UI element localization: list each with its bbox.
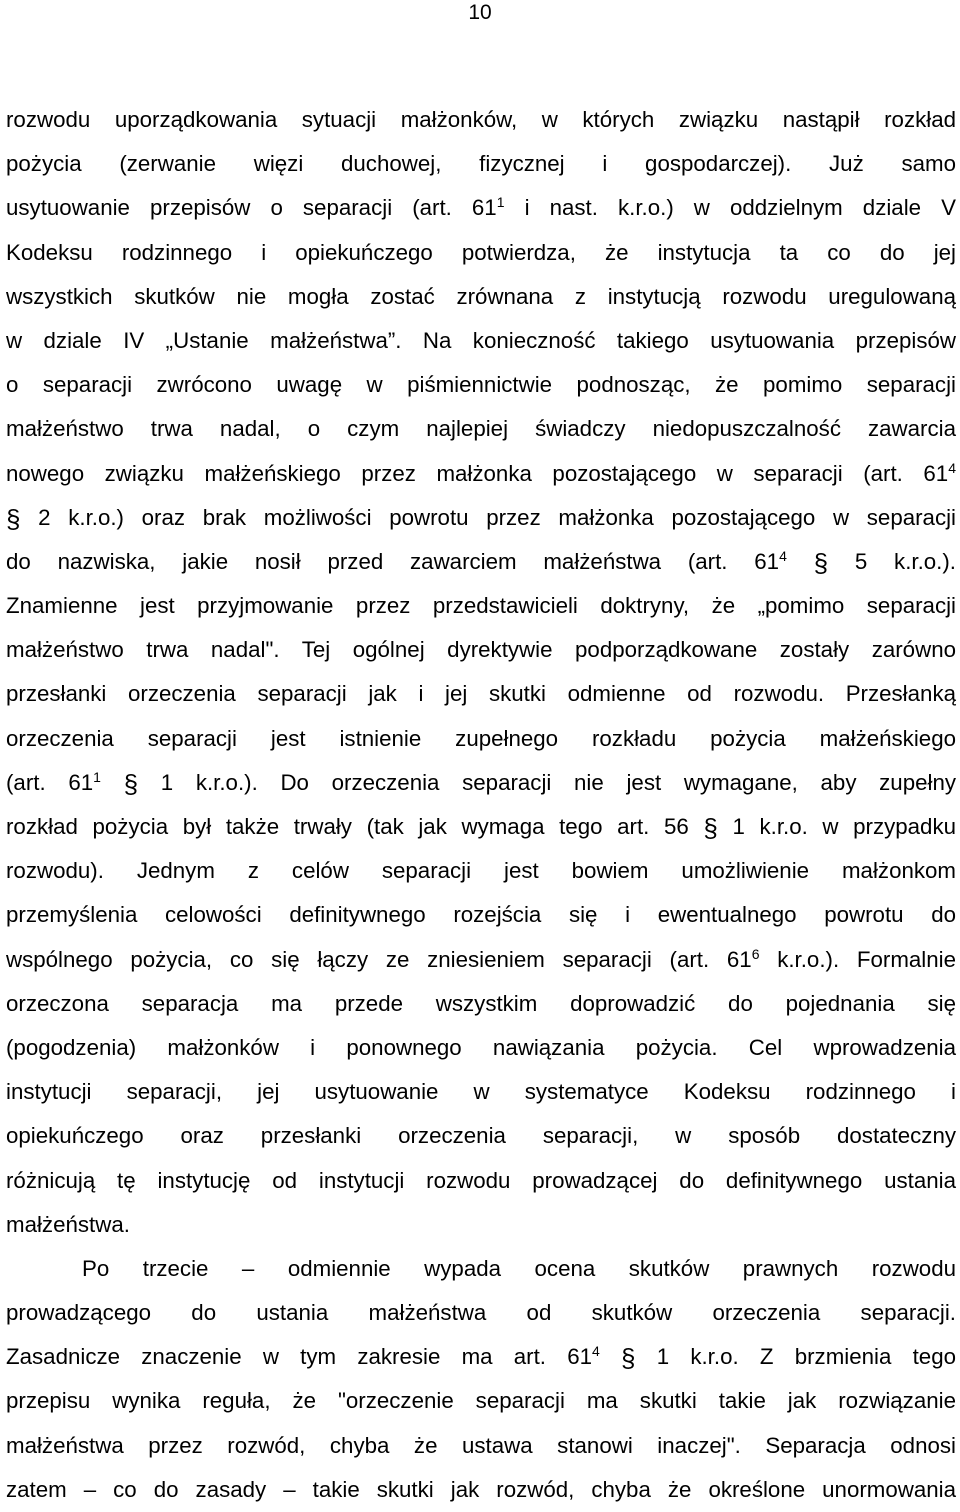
text-line: prowadzącego do ustania małżeństwa od skutków orzeczenia separacji. — [6, 1300, 956, 1326]
text-line: do nazwiska, jakie nosił przed zawarciem małżeństwa (art. $61^4$ § 5 k.r.o.). — [6, 547, 956, 578]
text-line: (art. $61^1$ § 1 k.r.o.). Do orzeczenia separacji nie jest wymagane, aby zupełny — [6, 768, 957, 799]
text-line: § 2 k.r.o.) oraz brak możliwości powrotu przez małżonka pozostającego w separacji — [6, 503, 956, 534]
text-line: pożycia (zerwanie więzi duchowej, fizycznej i gospodarczej). Już samo — [6, 151, 956, 177]
text-line: (pogodzenia) małżonków i ponownego nawiązania pożycia. Cel wprowadzenia — [6, 1034, 956, 1060]
text-line: rozwodu). Jednym z celów separacji jest bowiem umożliwienie małżonkom — [6, 858, 956, 884]
text-line: o separacji zwrócono uwagę w piśmiennictwie podnosząc, że pomimo separacji — [6, 372, 956, 398]
text-line: rozwodu uporządkowania sytuacji małżonków, w których związku nastąpił rozkład — [6, 107, 956, 132]
text-line: orzeczona separacja ma przede wszystkim doprowadzić do pojednania się — [6, 990, 956, 1016]
page-number: 10 — [468, 1, 492, 24]
section-sign: § — [6, 503, 21, 534]
section-sign: § — [123, 768, 139, 799]
text-line: instytucji separacji, jej usytuowanie w systematyce Kodeksu rodzinnego i — [6, 1079, 956, 1105]
text-line: przemyślenia celowości definitywnego rozejścia się i ewentualnego powrotu do — [6, 902, 956, 928]
text-line: Kodeksu rodzinnego i opiekuńczego potwierdza, że instytucja ta co do jej — [6, 239, 956, 265]
text-line: małżeństwa. — [6, 1211, 130, 1237]
text-line: orzeczenia separacji jest istnienie zupełnego rozkładu pożycia małżeńskiego — [6, 725, 956, 751]
text-line: opiekuńczego oraz przesłanki orzeczenia separacji, w sposób dostateczny — [6, 1123, 956, 1149]
section-sign: § — [813, 547, 829, 578]
text-line: przepisu wynika reguła, że "orzeczenie separacji ma skutki takie jak rozwiązanie — [6, 1388, 956, 1414]
text-line: w dziale IV „Ustanie małżeństwa”. Na konieczność takiego usytuowania przepisów — [6, 327, 956, 353]
text-line: Znamienne jest przyjmowanie przez przedstawicieli doktryny, że „pomimo separacji — [6, 593, 956, 619]
superscript: 4 — [779, 547, 787, 564]
superscript: 4 — [592, 1343, 600, 1360]
text-line: Po trzecie – odmiennie wypada ocena skutków prawnych rozwodu — [82, 1255, 956, 1281]
text-line: nowego związku małżeńskiego przez małżonka pozostającego w separacji (art. $61^4$ — [6, 459, 956, 486]
text-line: małżeństwo trwa nadal, o czym najlepiej świadczy niedopuszczalność zawarcia — [6, 416, 956, 442]
text-line: wspólnego pożycia, co się łączy ze zniesieniem separacji (art. $61^6$ k.r.o.). Formalnie — [6, 945, 956, 972]
text-line: wszystkich skutków nie mogła zostać zrównana z instytucją rozwodu uregulowaną — [6, 283, 956, 309]
text-line: rozkład pożycia był także trwały (tak jak wymaga tego art. 56 § 1 k.r.o. w przypadku — [6, 813, 957, 843]
superscript: 1 — [93, 768, 101, 785]
text-line: usytuowanie przepisów o separacji (art. $61^1$ i nast. k.r.o.) w oddzielnym dziale V — [6, 194, 956, 221]
section-sign: § — [703, 813, 718, 843]
superscript: 1 — [496, 194, 505, 211]
text-line: zatem – co do zasady – takie skutki jak rozwód, chyba że określone unormowania — [6, 1476, 956, 1502]
text-line: małżeństwa przez rozwód, chyba że ustawa stanowi inaczej". Separacja odnosi — [6, 1432, 956, 1458]
body-text — [6, 98, 956, 1512]
superscript: 6 — [751, 945, 760, 962]
text-line: różnicują tę instytucję od instytucji rozwodu prowadzącej do definitywnego ustania — [6, 1167, 956, 1193]
section-sign: § — [621, 1343, 636, 1374]
text-line: małżeństwo trwa nadal". Tej ogólnej dyrektywie podporządkowane zostały zarówno — [6, 637, 956, 663]
text-line: Zasadnicze znaczenie w tym zakresie ma art. $61^4$ § 1 k.r.o. Z brzmienia tego — [6, 1343, 957, 1374]
text-line: przesłanki orzeczenia separacji jak i jej skutki odmienne od rozwodu. Przesłanką — [6, 681, 956, 707]
superscript: 4 — [948, 459, 956, 476]
